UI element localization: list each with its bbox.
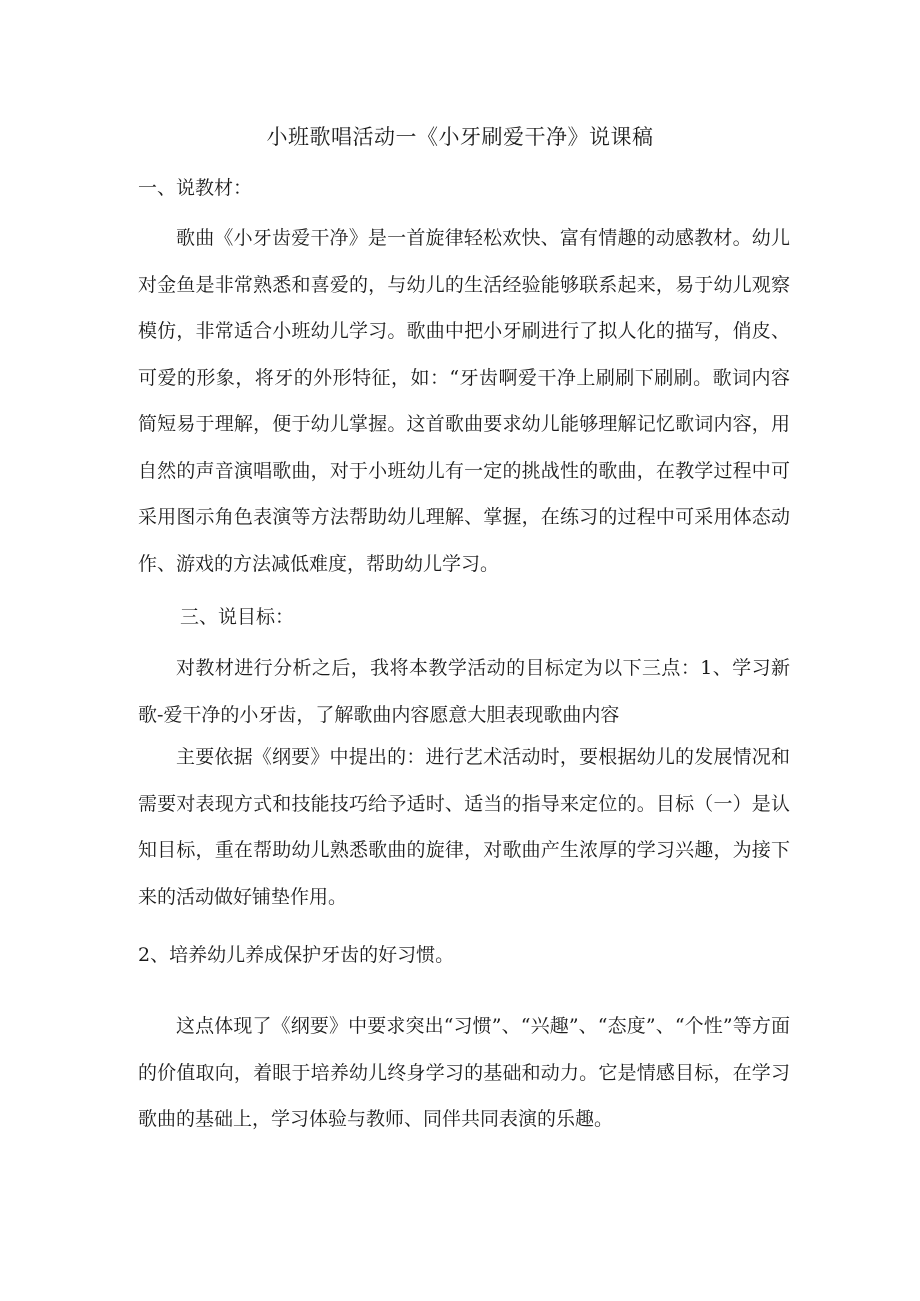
paragraph-objectives-basis: 主要依据《纲要》中提出的：进行艺术活动时，要根据幼儿的发展情况和需要对表现方式和技能技巧给予适时、适当的指导来定位的。目标（一）是认知目标，重在帮助幼儿熟悉歌曲的旋律，对歌曲产生浓厚的学习兴趣，为接下来的活动做好铺垫作用。 [138, 746, 790, 908]
section-heading-objectives: 三、说目标： [180, 606, 295, 628]
section-heading-teaching-material: 一、说教材： [138, 177, 253, 199]
paragraph-objective-two: 2、培养幼儿养成保护牙齿的好习惯。 [138, 944, 455, 966]
paragraph-objectives-intro: 对教材进行分析之后，我将本教学活动的目标定为以下三点：1、学习新歌-爱干净的小牙齿，了解歌曲内容愿意大胆表现歌曲内容 [138, 657, 790, 726]
document-title: 小班歌唱活动一《小牙刷爱干净》说课稿 [266, 125, 654, 149]
paragraph-teaching-material: 歌曲《小牙齿爱干净》是一首旋律轻松欢快、富有情趣的动感教材。幼儿对金鱼是非常熟悉和喜爱的，与幼儿的生活经验能够联系起来，易于幼儿观察模仿，非常适合小班幼儿学习。歌曲中把小牙刷进行了拟人化的描写，俏皮、可爱的形象，将牙的外形特征，如：“牙齿啊爱干净上刷刷下刷刷。歌词内容简短易于理解，便于幼儿掌握。这首歌曲要求幼儿能够理解记忆歌词内容，用自然的声音演唱歌曲，对于小班幼儿有一定的挑战性的歌曲，在教学过程中可采用图示角色表演等方法帮助幼儿理解、掌握，在练习的过程中可采用体态动作、游戏的方法减低难度，帮助幼儿学习。 [138, 227, 790, 575]
paragraph-objective-two-explanation: 这点体现了《纲要》中要求突出“习惯”、“兴趣”、“态度”、“个性”等方面的价值取向，着眼于培养幼儿终身学习的基础和动力。它是情感目标，在学习歌曲的基础上，学习体验与教师、同伴共同表演的乐趣。 [138, 1015, 790, 1130]
